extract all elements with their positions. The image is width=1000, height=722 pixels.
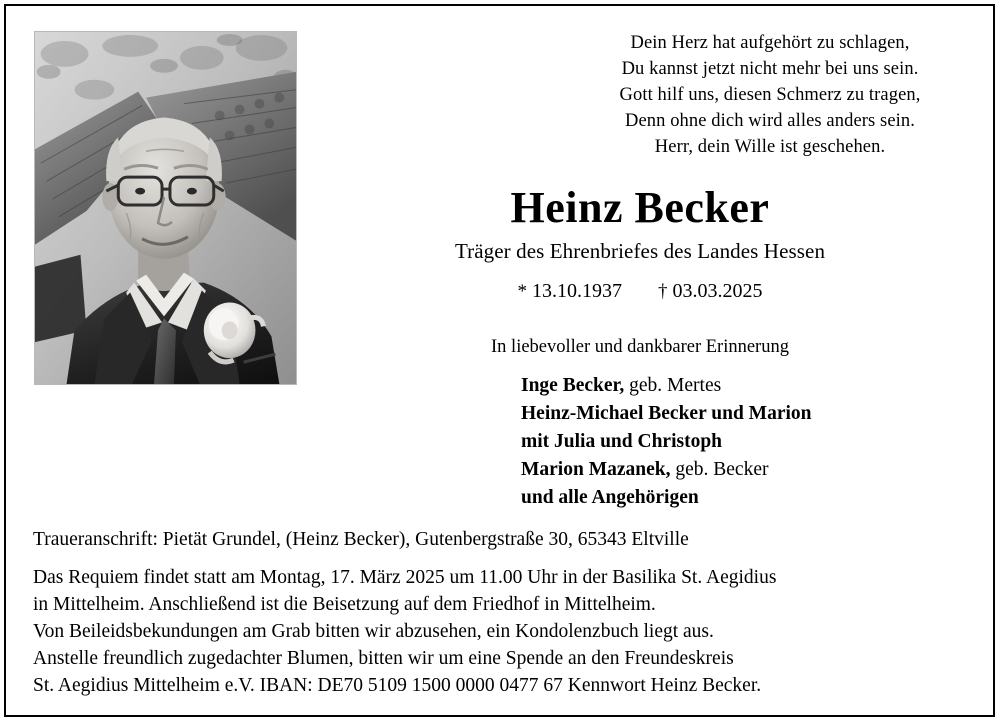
deceased-name: Heinz Becker — [510, 183, 770, 232]
family-maiden-4: geb. Becker — [670, 459, 769, 480]
family-line-5 — [521, 484, 951, 512]
detail-line-1: Das Requiem findet statt am Montag, 17. März 2025 um 11.00 Uhr in der Basilika St. Aegidius — [33, 567, 777, 588]
verse-line-4: Denn ohne dich wird alles anders sein. — [625, 111, 915, 131]
deceased-identity-block — [310, 182, 970, 307]
memorial-intro: In liebevoller und dankbarer Erinnerung — [491, 337, 789, 357]
death-date: 03.03.2025 — [672, 280, 763, 302]
birth-symbol: * — [517, 281, 527, 302]
family-line-1 — [521, 372, 951, 400]
verse-line-2: Du kannst jetzt nicht mehr bei uns sein. — [621, 59, 919, 79]
family-name-2: Heinz-Michael Becker und Marion — [521, 403, 812, 424]
life-dates — [310, 276, 970, 307]
detail-line-4: Anstelle freundlich zugedachter Blumen, bitten wir um eine Spende an den Freundeskreis — [33, 648, 734, 669]
detail-line-3: Von Beileidsbekundungen am Grab bitten wir abzusehen, ein Kondolenzbuch liegt aus. — [33, 621, 714, 642]
verse-line-3: Gott hilf uns, diesen Schmerz zu tragen, — [619, 85, 921, 105]
deceased-portrait-photo — [34, 31, 297, 385]
deceased-honour: Träger des Ehrenbriefes des Landes Hessen — [454, 239, 826, 263]
family-name-1: Inge Becker, — [521, 375, 625, 396]
service-details — [33, 564, 973, 699]
death-symbol: † — [658, 281, 668, 302]
family-name-5: und alle Angehörigen — [521, 487, 699, 508]
family-name-4: Marion Mazanek, — [521, 459, 671, 480]
memorial-verse — [560, 30, 980, 160]
family-name-3: mit Julia und Christoph — [521, 431, 723, 452]
detail-line-2: in Mittelheim. Anschließend ist die Beisetzung auf dem Friedhof in Mittelheim. — [33, 594, 656, 615]
family-line-3 — [521, 428, 951, 456]
family-line-4 — [521, 456, 951, 484]
birth-date: 13.10.1937 — [532, 280, 622, 302]
verse-line-1: Dein Herz hat aufgehört zu schlagen, — [630, 33, 910, 53]
mourning-address: Traueranschrift: Pietät Grundel, (Heinz Becker), Gutenbergstraße 30, 65343 Eltville — [33, 529, 689, 550]
family-maiden-1: geb. Mertes — [624, 375, 722, 396]
family-line-2 — [521, 400, 951, 428]
portrait-illustration — [35, 32, 296, 384]
donation-iban-line: St. Aegidius Mittelheim e.V. IBAN: DE70 5109 1500 0000 0477 67 Kennwort Heinz Becker. — [33, 675, 762, 696]
verse-line-5: Herr, dein Wille ist geschehen. — [654, 137, 886, 157]
bereaved-family-list — [521, 372, 951, 512]
